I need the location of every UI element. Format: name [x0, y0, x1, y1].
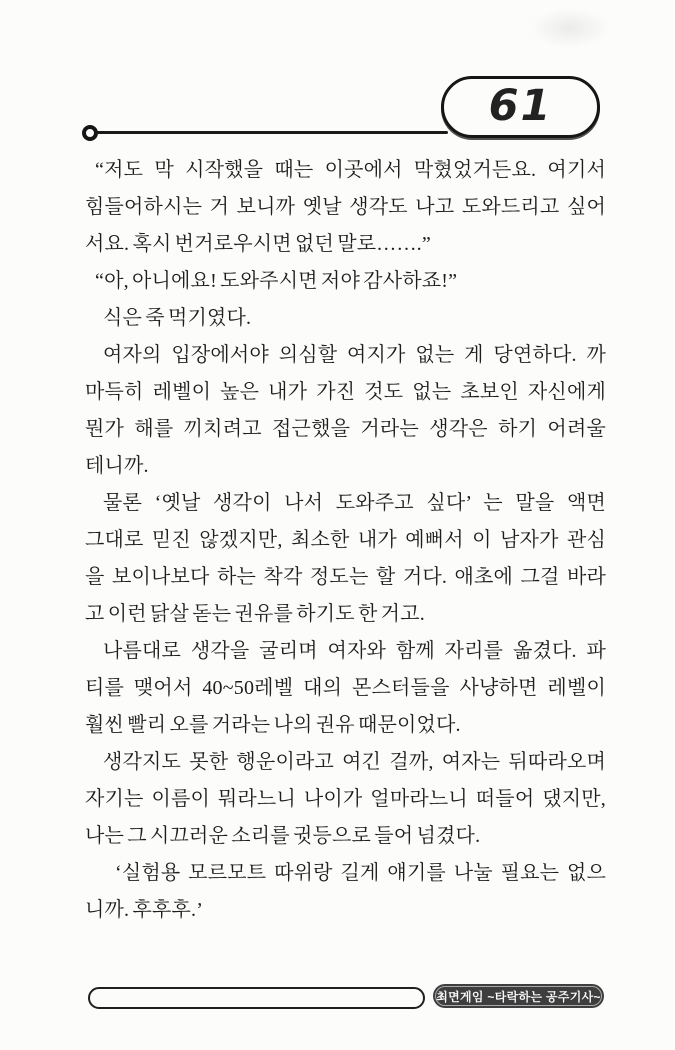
body-text — [85, 152, 606, 929]
text-line: 식은 죽 먹기였다. — [103, 307, 252, 329]
text-line: 티를 맺어서 40~50레벨 대의 몬스터들을 사냥하면 레벨이 — [85, 677, 606, 699]
text-line: ‘실험용 모르모트 따위랑 길게 얘기를 나눌 필요는 없으 — [115, 862, 606, 884]
text-line: 나름대로 생각을 굴리며 여자와 함께 자리를 옮겼다. 파 — [103, 640, 606, 662]
footer-blank-pill — [88, 987, 425, 1009]
text-line: 여자의 입장에서야 의심할 여지가 없는 게 당연하다. 까 — [103, 344, 606, 366]
header-rule — [96, 131, 448, 134]
text-line: 나는 그 시끄러운 소리를 귓등으로 들어 넘겼다. — [85, 825, 481, 847]
text-line: 힘들어하시는 거 보니까 옛날 생각도 나고 도와드리고 싶어 — [85, 196, 606, 218]
text-line: 마득히 레벨이 높은 내가 가진 것도 없는 초보인 자신에게 — [85, 381, 606, 403]
text-line: 을 보이나보다 하는 착각 정도는 할 거다. 애초에 그걸 바라 — [85, 566, 606, 588]
series-title-badge — [433, 984, 604, 1008]
text-line: 고 이런 닭살 돋는 권유를 하기도 한 거고. — [85, 603, 425, 625]
text-line: 자기는 이름이 뭐라느니 나이가 얼마라느니 떠들어 댔지만, — [85, 788, 606, 810]
scan-smudge — [530, 8, 610, 48]
text-line: 생각지도 못한 행운이라고 여긴 걸까, 여자는 뒤따라오며 — [103, 751, 606, 773]
text-line: 뭔가 해를 끼치려고 접근했을 거라는 생각은 하기 어려울 — [85, 418, 606, 440]
text-line: 서요. 혹시 번거로우시면 없던 말로…….” — [85, 233, 431, 255]
text-line: 물론 ‘옛날 생각이 나서 도와주고 싶다’ 는 말을 액면 — [103, 492, 606, 514]
series-title: 최면게임 ~타락하는 공주기사~ — [436, 989, 601, 1004]
text-line: 테니까. — [85, 455, 149, 477]
text-line: “저도 막 시작했을 때는 이곳에서 막혔었거든요. 여기서 — [95, 159, 606, 181]
page-number-badge — [441, 76, 600, 138]
text-line: 니까. 후후후.’ — [85, 899, 204, 921]
text-line: 그대로 믿진 않겠지만, 최소한 내가 예뻐서 이 남자가 관심 — [85, 529, 606, 551]
text-line: 훨씬 빨리 오를 거라는 나의 권유 때문이었다. — [85, 714, 461, 736]
text-line: “아, 아니에요! 도와주시면 저야 감사하죠!” — [95, 270, 458, 292]
page-number: 61 — [488, 81, 553, 131]
